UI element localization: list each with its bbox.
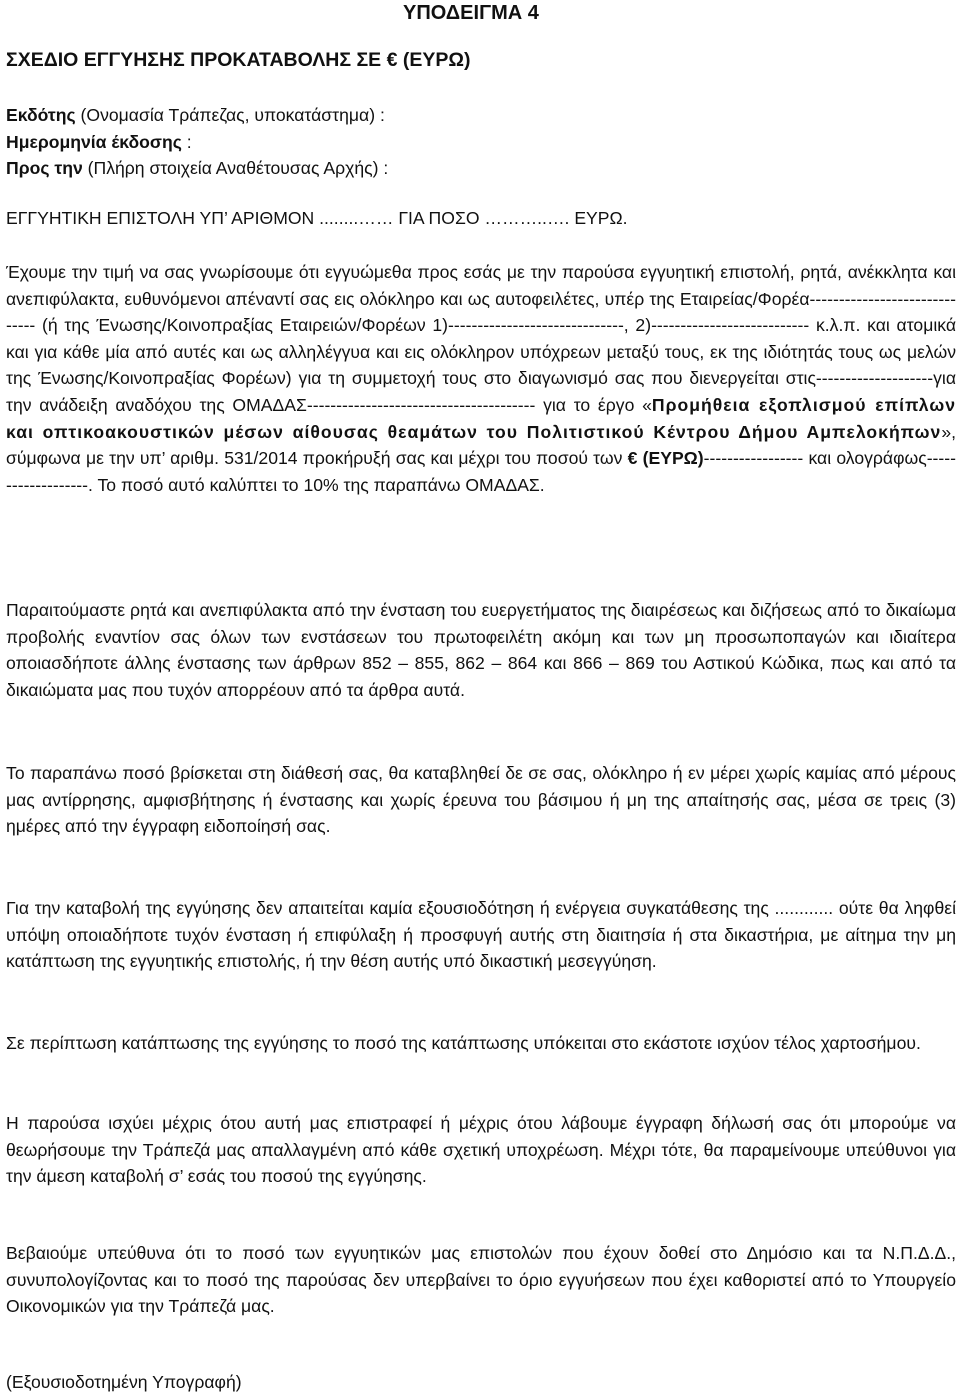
- example-number: ΥΠΟΔΕΙΓΜΑ 4: [403, 2, 539, 24]
- issue-date-value: :: [181, 131, 192, 152]
- paragraph-waiver: Παραιτούμαστε ρητά και ανεπιφύλακτα από την ένσταση του ευεργετήματος της διαιρέσεως και διζήσεως από το δικαίωμα προβολής εναντίον σας όλων των ενστάσεων του πρωτοφειλέτη ακόμη και των μη προσωποπαγών και ιδιαίτερα οποιασδήποτε άλλης ένστασης των άρθρων 852 – 855, 862 – 864 και 866 – 869 του Αστικού Κώδικα, πως και από τα δικαιώματα μας που τυχόν απορρέουν από τα άρθρα αυτά.: [6, 600, 956, 700]
- paragraph-stamp-duty: Σε περίπτωση κατάπτωσης της εγγύησης το ποσό της κατάπτωσης υπόκειται στο εκάστοτε ισχύον τέλος χαρτοσήμου.: [6, 1033, 921, 1053]
- project-title: Προμήθεια εξοπλισμού επίπλων και οπτικοακουστικών μέσων αίθουσας θεαμάτων του Πολιτιστικού Κέντρου: [6, 394, 956, 442]
- recipient-label: Προς την: [6, 158, 83, 179]
- municipality-name: Δήμου Αμπελοκήπων: [738, 421, 942, 442]
- paragraph-guarantee-statement: [6, 259, 956, 498]
- recipient-value: (Πλήρη στοιχεία Αναθέτουσας Αρχής) :: [82, 158, 389, 179]
- document-title: ΣΧΕΔΙΟ ΕΓΓΥΗΣΗΣ ΠΡΟΚΑΤΑΒΟΛΗΣ ΣΕ € (ΕΥΡΩ): [6, 49, 471, 71]
- issuer-line: [6, 102, 388, 129]
- issuer-value: (Ονομασία Τράπεζας, υποκατάστημα) :: [75, 105, 385, 125]
- guarantee-statement-amount: ----------------- και ολογράφως-------------------. Το ποσό αυτό καλύπτει το 10% της παραπάνω ΟΜΑΔΑΣ.: [6, 448, 956, 495]
- issue-date-line: [6, 129, 388, 156]
- guarantee-statement-continuation: », σύμφωνα με την υπ’ αριθμ. 531/2014 προκήρυξή σας και μέχρι του ποσού των: [6, 421, 957, 469]
- header-details: [6, 102, 388, 182]
- guarantee-statement-text: Έχουμε την τιμή να σας γνωρίσουμε ότι εγγυώμεθα προς εσάς με την παρούσα εγγυητική επιστολή, ρητά, ανέκκλητα και ανεπιφύλακτα, ευθυνόμενοι απέναντί σας εις ολόκληρο και ως αυτοφειλέτες, υπέρ της Εταιρείας/Φορέα------------------------------ (ή της Ένωσης/Κοινοπραξίας Εταιρειών/Φορέων 1)------------------------------, 2)--------------------------- κ.λ.π. και ατομικά και για κάθε μία από αυτές και ως αλληλέγγυα και εις ολόκληρον υπόχρεων μεταξύ τους, εκ της ιδιότητάς τους ως μελών της Ένωσης/Κοινοπραξίας Φορέων) για τη συμμετοχή τους στο διαγωνισμό σας που διενεργείται στις--------------------για την ανάδειξη αναδόχου της ΟΜΑΔΑΣ--------------------------------------- για το έργο «: [6, 262, 956, 415]
- paragraph-no-consent-required: Για την καταβολή της εγγύησης δεν απαιτείται καμία εξουσιοδότηση ή ενέργεια συγκατάθεσης της ............ ούτε θα ληφθεί υπόψη οποιαδήποτε τυχόν ένσταση ή επιφύλαξη ή προσφυγή αυτής στη διαιτησία ή στα δικαστήρια, με αίτημα την μη κατάπτωση της εγγυητικής επιστολής, ή την θέση αυτής υπό δικαστική μεσεγγύηση.: [6, 898, 956, 972]
- guarantee-letter-line: ΕΓΓΥΗΤΙΚΗ ΕΠΙΣΤΟΛΗ ΥΠ’ ΑΡΙΘΜΟΝ ........…… ΓΙΑ ΠΟΣΟ ………..…. ΕΥΡΩ.: [6, 208, 628, 228]
- issuer-label: Εκδότης: [6, 105, 76, 125]
- paragraph-validity: Η παρούσα ισχύει μέχρις ότου αυτή μας επιστραφεί ή μέχρις ότου λάβουμε έγγραφη δήλωσή σας ότι μπορούμε να θεωρήσουμε την Τράπεζά μας απαλλαγμένη από κάθε σχετική υποχρέωση. Μέχρι τότε, θα παραμείνουμε υπεύθυνοι για την άμεση καταβολή σ’ εσάς του ποσού της εγγύησης.: [6, 1113, 956, 1187]
- currency-label: € (ΕΥΡΩ): [627, 448, 704, 469]
- issue-date-label: Ημερομηνία έκδοσης: [6, 131, 182, 152]
- recipient-line: [6, 155, 388, 182]
- paragraph-payment-availability: Το παραπάνω ποσό βρίσκεται στη διάθεσή σας, θα καταβληθεί δε σε σας, ολόκληρο ή εν μέρει χωρίς καμίας από μέρους μας αντίρρησης, αμφισβήτησης ή ένστασης και χωρίς έρευνα του βάσιμου ή μη της απαίτησής σας, μέσα σε τρεις (3) ημέρες από την έγγραφη ειδοποίησή σας.: [6, 763, 956, 837]
- authorized-signature: (Εξουσιοδοτημένη Υπογραφή): [6, 1372, 242, 1392]
- paragraph-certification: Βεβαιούμε υπεύθυνα ότι το ποσό των εγγυητικών μας επιστολών που έχουν δοθεί στο Δημόσιο και τα Ν.Π.Δ.Δ., συνυπολογίζοντας και το ποσό της παρούσας δεν υπερβαίνει το όριο εγγυήσεων που έχει καθοριστεί από το Υπουργείο Οικονομικών για την Τράπεζά μας.: [6, 1243, 956, 1317]
